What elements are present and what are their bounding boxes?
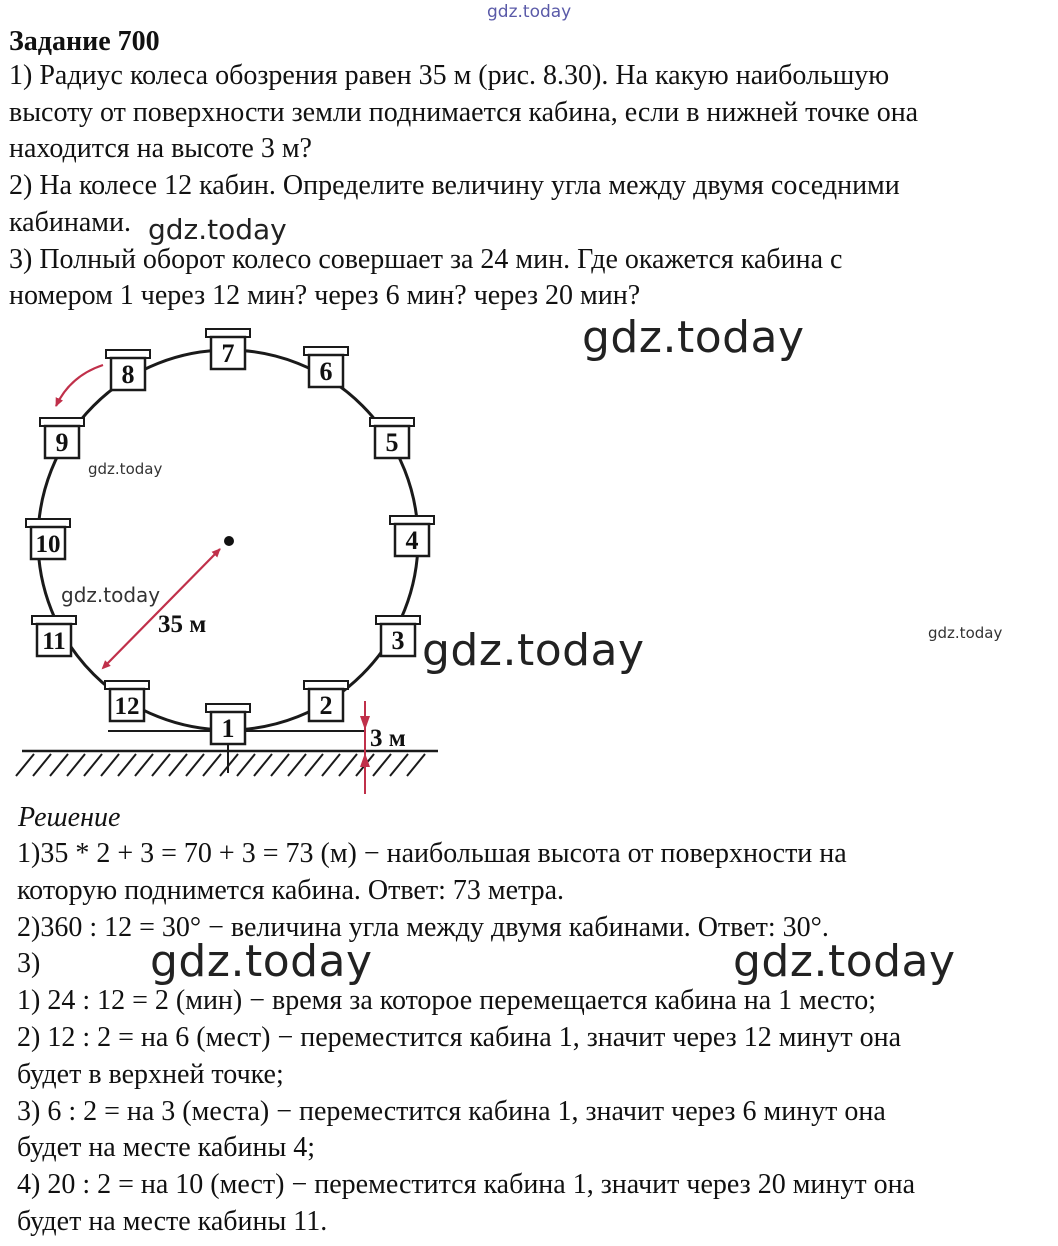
cabin-number: 9: [55, 428, 69, 457]
hatch-line: [84, 754, 102, 776]
cabin-11: [32, 616, 76, 656]
cabin-6: [304, 347, 348, 387]
cabin-number: 10: [35, 531, 61, 558]
cabin-number: 7: [221, 339, 235, 368]
task-line: кабинами.: [9, 206, 131, 238]
cabin-number: 1: [221, 714, 235, 743]
hatch-line: [288, 754, 306, 776]
hatch-line: [322, 754, 340, 776]
watermark-text: gdz.today: [61, 583, 161, 607]
task-line: номером 1 через 12 мин? через 6 мин? через 20 мин?: [9, 280, 641, 312]
task-line: находится на высоте 3 м?: [9, 133, 312, 165]
cabin-number: 3: [391, 626, 405, 655]
watermark-text: gdz.today: [422, 625, 645, 676]
solution-line: которую поднимется кабина. Ответ: 73 метра.: [17, 874, 565, 906]
cabin-10: [26, 519, 70, 559]
ferris-wheel-figure: [0, 318, 460, 798]
hatch-line: [186, 754, 204, 776]
task-line: 1) Радиус колеса обозрения равен 35 м (рис. 8.30). На какую наибольшую: [9, 60, 890, 91]
solution-line: 2)360 : 12 = 30° − величина угла между двумя кабинами. Ответ: 30°.: [17, 911, 829, 943]
solution-line: 2) 12 : 2 = на 6 (мест) − переместится кабина 1, значит через 12 минут она: [17, 1021, 902, 1053]
hatch-line: [271, 754, 289, 776]
hatch-line: [33, 754, 51, 776]
hatch-line: [50, 754, 68, 776]
cabin-number: 8: [121, 360, 135, 389]
hatch-line: [373, 754, 391, 776]
cabin-number: 12: [114, 693, 140, 720]
watermark-text: gdz.today: [928, 624, 1003, 642]
cabin-7: [206, 329, 250, 369]
hatch-line: [203, 754, 221, 776]
rotation-arrow: [56, 365, 103, 406]
hatch-line: [152, 754, 170, 776]
cabin-12: [105, 681, 149, 721]
cabin-number: 11: [42, 628, 66, 655]
cabin-number: 5: [385, 428, 399, 457]
task-title: Задание 700: [9, 26, 160, 57]
hatch-line: [390, 754, 408, 776]
cabin-5: [370, 418, 414, 458]
solution-line: 1) 24 : 12 = 2 (мин) − время за которое перемещается кабина на 1 место;: [17, 985, 877, 1017]
hatch-line: [16, 754, 34, 776]
solution-block: [17, 800, 1057, 1241]
hatch-line: [101, 754, 119, 776]
watermark-text: gdz.today: [582, 312, 805, 363]
cabin-number: 2: [319, 691, 333, 720]
cabin-3: [376, 616, 420, 656]
hatch-line: [135, 754, 153, 776]
solution-heading: Решение: [18, 802, 121, 833]
solution-line: будет на месте кабины 11.: [17, 1205, 328, 1237]
cabin-number: 4: [405, 526, 419, 555]
hatch-line: [118, 754, 136, 776]
hatch-line: [339, 754, 357, 776]
radius-arrow: [103, 549, 220, 668]
solution-line: 4) 20 : 2 = на 10 (мест) − переместится кабина 1, значит через 20 минут она: [17, 1169, 916, 1201]
solution-line: будет в верхней точке;: [17, 1058, 284, 1090]
hatch-line: [67, 754, 85, 776]
watermark-top: gdz.today: [487, 2, 572, 22]
solution-line: 1)35 * 2 + 3 = 70 + 3 = 73 (м) − наибольшая высота от поверхности на: [17, 838, 847, 869]
hatch-line: [254, 754, 272, 776]
cabin-2: [304, 681, 348, 721]
solution-line: будет на месте кабины 4;: [17, 1132, 316, 1164]
task-line: 3) Полный оборот колесо совершает за 24 мин. Где окажется кабина с: [9, 243, 843, 275]
watermark-text: gdz.today: [148, 213, 287, 246]
height-label: 3 м: [370, 725, 406, 752]
ferris-wheel-diagram: [0, 318, 460, 798]
task-line: 2) На колесе 12 кабин. Определите величину угла между двумя соседними: [9, 170, 900, 202]
cabin-8: [106, 350, 150, 390]
cabin-1: [206, 704, 250, 744]
solution-line: 3) 6 : 2 = на 3 (места) − переместится кабина 1, значит через 6 минут она: [17, 1095, 886, 1127]
task-block: [9, 26, 1054, 315]
hatch-line: [407, 754, 425, 776]
watermark-text: gdz.today: [150, 936, 373, 987]
watermark-text: gdz.today: [733, 936, 956, 987]
cabin-9: [40, 418, 84, 458]
height-arrow-top: [360, 716, 370, 730]
watermark-text: gdz.today: [88, 460, 163, 478]
hatch-line: [305, 754, 323, 776]
hatch-line: [237, 754, 255, 776]
task-line: высоту от поверхности земли поднимается кабина, если в нижней точке она: [9, 96, 919, 128]
solution-line: 3): [17, 948, 41, 980]
wheel-center: [224, 536, 234, 546]
cabin-4: [390, 516, 434, 556]
cabin-number: 6: [319, 357, 333, 386]
radius-label: 35 м: [158, 611, 207, 638]
hatch-line: [169, 754, 187, 776]
